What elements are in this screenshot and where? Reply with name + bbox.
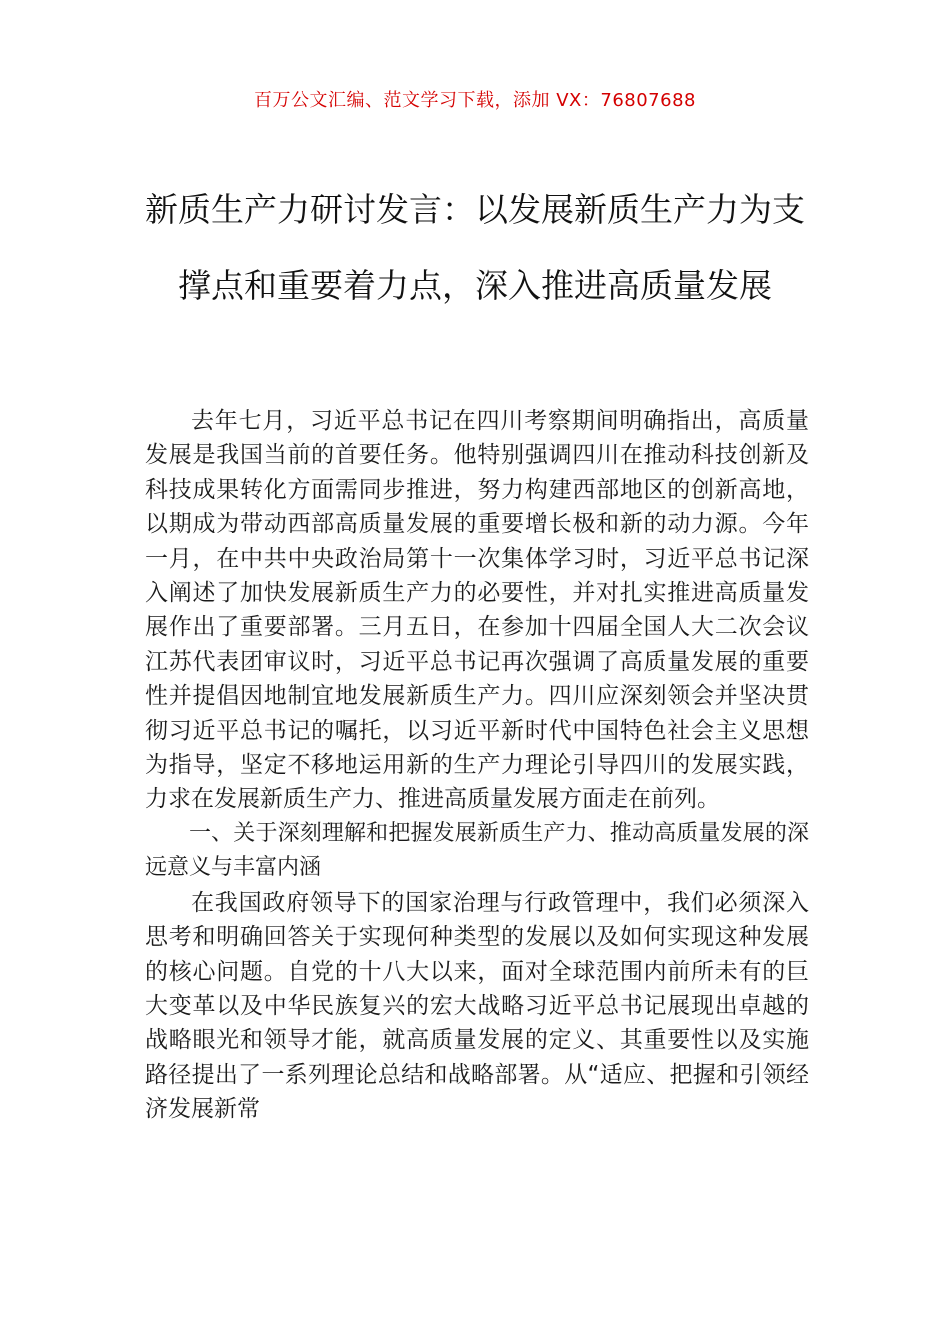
document-header-notice: 百万公文汇编、范文学习下载，添加 VX：76807688 bbox=[254, 90, 696, 111]
document-body bbox=[145, 404, 809, 1127]
document-title: 新质生产力研讨发言：以发展新质生产力为支撑点和重要着力点，深入推进高质量发展 bbox=[145, 190, 805, 305]
section-heading: 一、关于深刻理解和把握发展新质生产力、推动高质量发展的深远意义与丰富内涵 bbox=[145, 820, 809, 881]
body-paragraph: 去年七月，习近平总书记在四川考察期间明确指出，高质量发展是我国当前的首要任务。他特别强调四川在推动科技创新及科技成果转化方面需同步推进，努力构建西部地区的创新高地，以期成为带动西部高质量发展的重要增长极和新的动力源。今年一月，在中共中央政治局第十一次集体学习时，习近平总书记深入阐述了加快发展新质生产力的必要性，并对扎实推进高质量发展作出了重要部署。三月五日，在参加十四届全国人大二次会议江苏代表团审议时，习近平总书记再次强调了高质量发展的重要性并提倡因地制宜地发展新质生产力。四川应深刻领会并坚决贯彻习近平总书记的嘱托，以习近平新时代中国特色社会主义思想为指导，坚定不移地运用新的生产力理论引导四川的发展实践，力求在发展新质生产力、推进高质量发展方面走在前列。 bbox=[145, 408, 809, 813]
body-paragraph: 在我国政府领导下的国家治理与行政管理中，我们必须深入思考和明确回答关于实现何种类型的发展以及如何实现这种发展的核心问题。自党的十八大以来，面对全球范围内前所未有的巨大变革以及中华民族复兴的宏大战略习近平总书记展现出卓越的战略眼光和领导才能，就高质量发展的定义、其重要性以及实施路径提出了一系列理论总结和战略部署。从“适应、把握和引领经济发展新常 bbox=[145, 889, 809, 1123]
